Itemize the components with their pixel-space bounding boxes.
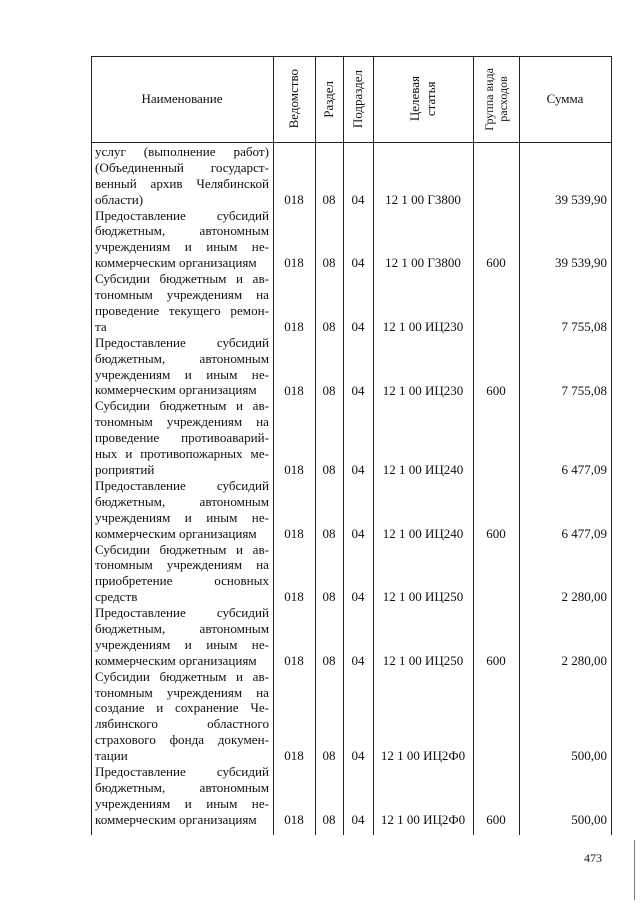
row-target: 12 1 00 ИЦ230 <box>382 318 464 334</box>
col-border <box>473 56 474 835</box>
row-sum: 500,00 <box>571 811 607 827</box>
row-name <box>95 335 269 399</box>
row-name <box>95 478 269 542</box>
header-target-text <box>407 76 439 121</box>
row-podrazdel: 04 <box>351 462 365 477</box>
header-group-line1: Группа вида <box>482 67 496 131</box>
header-vedomstvo-text: Ведомство <box>286 69 301 129</box>
row-name-line: Субсидии бюджетным и ав- <box>95 271 269 287</box>
row-podrazdel: 04 <box>351 652 365 668</box>
row-name-line: Предоставление субсидий <box>95 334 269 350</box>
row-name-line: Предоставление субсидий <box>95 477 269 493</box>
header-name <box>91 56 273 142</box>
row-name-line: коммерческим организациям <box>95 811 257 827</box>
row-group: 600 <box>486 525 506 541</box>
col-border <box>315 56 316 835</box>
row-target: 12 1 00 Г3800 <box>385 255 461 271</box>
row-target: 12 1 00 ИЦ250 <box>382 652 464 668</box>
row-name-line: тономным учреждениям на <box>95 414 269 430</box>
row-sum: 2 280,00 <box>561 652 607 668</box>
row-name-line: проведение противоаварий- <box>95 430 269 446</box>
row-razdel: 08 <box>322 191 336 207</box>
row-ved: 018 <box>284 589 304 605</box>
page-number: 473 <box>584 851 602 865</box>
row-name-line: учреждениям и иным не- <box>95 636 269 652</box>
row-name-line: тации <box>95 748 128 764</box>
row-name <box>95 398 269 477</box>
row-name-line: Предоставление субсидий <box>95 764 269 780</box>
header-razdel-text: Раздел <box>321 80 336 118</box>
row-name-line: бюджетным, автономным <box>95 223 269 239</box>
row-name-line: бюджетным, автономным <box>95 350 269 366</box>
header-target-line2: статья <box>423 81 438 117</box>
table-top-border <box>91 56 611 57</box>
header-sum <box>519 56 611 142</box>
row-razdel: 08 <box>322 748 336 764</box>
header-podrazdel-text: Подраздел <box>350 69 365 129</box>
row-name-line: услуг (выполнение работ) <box>95 144 269 159</box>
row-name-line: Предоставление субсидий <box>95 207 269 223</box>
row-name-line: Предоставление субсидий <box>95 605 269 621</box>
row-sum: 500,00 <box>571 748 607 764</box>
row-name-line: учреждениям и иным не- <box>95 795 269 811</box>
row-name-line: страхового фонда докумен- <box>95 732 269 748</box>
row-ved: 018 <box>284 525 304 541</box>
row-podrazdel: 04 <box>351 525 365 541</box>
budget-table <box>91 56 611 835</box>
row-ved: 018 <box>284 191 304 207</box>
row-name-line: тономным учреждениям на <box>95 287 269 303</box>
header-bottom-border <box>91 142 611 143</box>
row-sum: 39 539,90 <box>555 191 607 207</box>
row-name <box>95 208 269 272</box>
row-name-line: ных и противопожарных ме- <box>95 446 269 462</box>
row-name-line: бюджетным, автономным <box>95 620 269 636</box>
row-podrazdel: 04 <box>351 255 365 271</box>
row-podrazdel: 04 <box>351 589 365 605</box>
row-name-line: роприятий <box>95 461 155 477</box>
row-podrazdel: 04 <box>351 318 365 334</box>
row-name-line: (Объединенный государст- <box>95 159 269 175</box>
header-podrazdel <box>343 56 373 142</box>
row-target: 12 1 00 ИЦ240 <box>382 525 464 541</box>
row-name <box>95 542 269 606</box>
row-name-line: бюджетным, автономным <box>95 493 269 509</box>
row-name-line: коммерческим организациям <box>95 255 257 271</box>
row-name-line: та <box>95 318 107 334</box>
col-border <box>373 56 374 835</box>
row-name-line: создание и сохранение Че- <box>95 700 269 716</box>
row-target: 12 1 00 Г3800 <box>385 191 461 207</box>
row-name-line: венный архив Челябинской <box>95 175 269 191</box>
row-name-line: учреждениям и иным не- <box>95 509 269 525</box>
row-name-line: лябинского областного <box>95 716 269 732</box>
row-target: 12 1 00 ИЦ230 <box>382 382 464 398</box>
row-sum: 6 477,09 <box>561 462 607 477</box>
row-ved: 018 <box>284 318 304 334</box>
row-razdel: 08 <box>322 462 336 477</box>
row-name-line: приобретение основных <box>95 573 269 589</box>
row-group: 600 <box>486 382 506 398</box>
header-vedomstvo <box>273 56 315 142</box>
header-group-text <box>482 68 510 131</box>
row-name-line: проведение текущего ремон- <box>95 302 269 318</box>
col-border <box>519 56 520 835</box>
row-name-line: коммерческим организациям <box>95 652 257 668</box>
row-name-line: области) <box>95 191 144 207</box>
row-razdel: 08 <box>322 382 336 398</box>
header-target-line1: Целевая <box>407 76 422 122</box>
row-name-line: Субсидии бюджетным и ав- <box>95 398 269 414</box>
row-ved: 018 <box>284 748 304 764</box>
row-ved: 018 <box>284 652 304 668</box>
row-name-line: коммерческим организациям <box>95 382 257 398</box>
row-target: 12 1 00 ИЦ2Ф0 <box>380 748 466 764</box>
row-sum: 7 755,08 <box>561 318 607 334</box>
row-sum: 2 280,00 <box>561 589 607 605</box>
row-ved: 018 <box>284 255 304 271</box>
header-group <box>473 56 519 142</box>
col-border <box>611 56 612 835</box>
row-razdel: 08 <box>322 525 336 541</box>
col-border <box>343 56 344 835</box>
row-name <box>95 271 269 335</box>
row-razdel: 08 <box>322 318 336 334</box>
row-razdel: 08 <box>322 255 336 271</box>
row-group: 600 <box>486 811 506 827</box>
row-ved: 018 <box>284 811 304 827</box>
row-name <box>95 144 269 208</box>
row-group: 600 <box>486 652 506 668</box>
row-name-line: тономным учреждениям на <box>95 557 269 573</box>
row-sum: 39 539,90 <box>555 255 607 271</box>
row-target: 12 1 00 ИЦ240 <box>382 462 464 477</box>
row-name-line: Субсидии бюджетным и ав- <box>95 541 269 557</box>
header-group-line2: расходов <box>496 76 510 122</box>
row-name-line: тономным учреждениям на <box>95 684 269 700</box>
row-razdel: 08 <box>322 811 336 827</box>
row-name-line: бюджетным, автономным <box>95 779 269 795</box>
row-name-line: коммерческим организациям <box>95 525 257 541</box>
row-razdel: 08 <box>322 589 336 605</box>
header-sum-text: Сумма <box>546 91 584 106</box>
row-name-line: учреждениям и иным не- <box>95 239 269 255</box>
row-podrazdel: 04 <box>351 811 365 827</box>
col-border <box>273 56 274 835</box>
row-target: 12 1 00 ИЦ2Ф0 <box>380 811 466 827</box>
row-sum: 6 477,09 <box>561 525 607 541</box>
row-name-line: Субсидии бюджетным и ав- <box>95 668 269 684</box>
row-sum: 7 755,08 <box>561 382 607 398</box>
row-podrazdel: 04 <box>351 382 365 398</box>
col-border <box>91 56 92 835</box>
row-podrazdel: 04 <box>351 191 365 207</box>
row-name <box>95 764 269 828</box>
header-razdel <box>315 56 343 142</box>
row-target: 12 1 00 ИЦ250 <box>382 589 464 605</box>
row-name-line: средств <box>95 589 138 605</box>
header-target <box>373 56 473 142</box>
header-name-text: Наименование <box>141 91 223 106</box>
row-name <box>95 605 269 669</box>
row-group: 600 <box>486 255 506 271</box>
row-ved: 018 <box>284 382 304 398</box>
row-podrazdel: 04 <box>351 748 365 764</box>
row-ved: 018 <box>284 462 304 477</box>
scan-edge-mark <box>634 840 635 900</box>
row-razdel: 08 <box>322 652 336 668</box>
row-name <box>95 669 269 764</box>
row-name-line: учреждениям и иным не- <box>95 366 269 382</box>
